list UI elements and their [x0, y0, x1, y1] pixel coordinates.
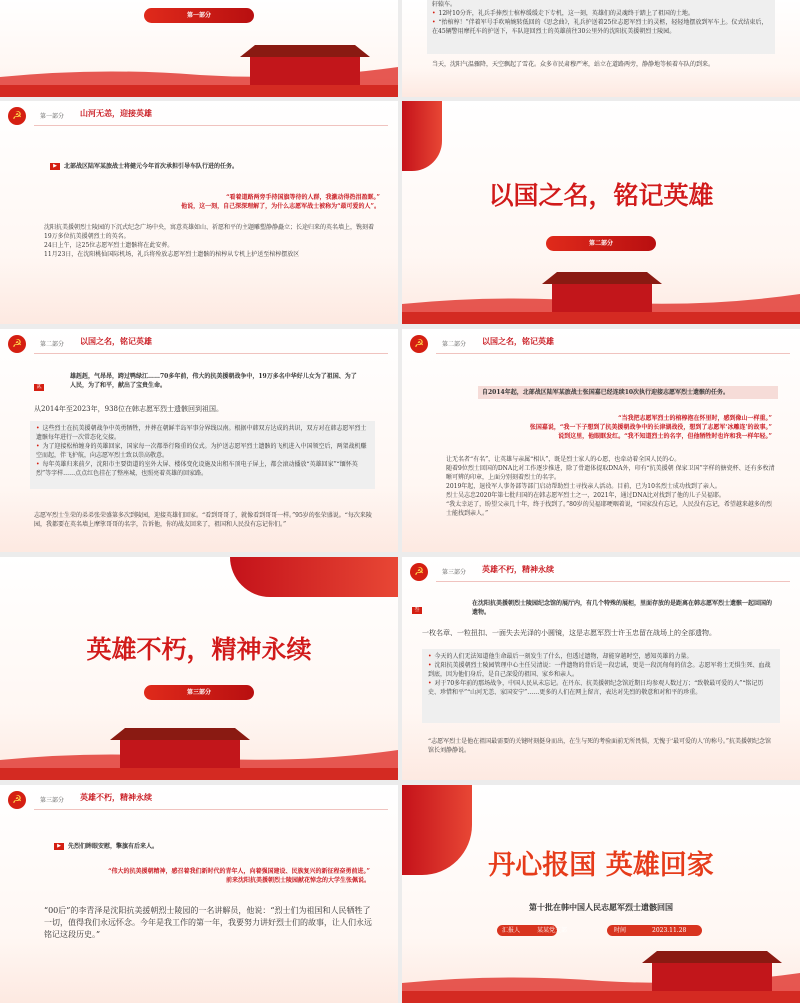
paragraph: 沈阳抗美援朝烈士陵园的下沉式纪念广场中央，寓意英雄如山、祈愿和平的主题雕塑静静矗立；长途归来的英名墙上，镌刻着19万多位抗美援朝烈士的英名。 24日上午，这25位志愿军烈士遗骸将在此安葬。 11月23日，在沈阳桃仙国际机场，礼兵将殓放志愿军烈士遗骸的棺椁从专机上护送至棺椁摆放区	[44, 224, 375, 258]
stat-line: 从2014年至2023年，938位在韩志愿军烈士遗骸回到祖国。	[34, 405, 223, 413]
arrow-badge-icon: ▶	[50, 163, 60, 170]
slide-title: 以国之名，铭记英雄	[80, 336, 152, 346]
party-emblem-icon: ☭	[410, 563, 428, 581]
divider	[436, 581, 790, 582]
lead-text: 在沈阳抗美援朝烈士陵园纪念馆的展厅内，有几个特殊的展柜，里面存放的是距离在韩志愿军烈士遗骸一起回国的遗物。	[472, 600, 773, 616]
cover-title: 英雄不朽，精神永续	[86, 635, 312, 664]
slide-part1-cover-bottom[interactable]	[0, 0, 398, 97]
divider	[34, 809, 388, 810]
cover-title: 丹心报国 英雄回家	[488, 850, 714, 881]
slide-closing-cover[interactable]	[402, 785, 800, 1003]
divider	[34, 353, 388, 354]
divider	[436, 353, 790, 354]
tiananmen-skyline-image	[0, 37, 398, 97]
red-flag-decoration	[402, 101, 442, 171]
part-pill: 第一部分	[144, 8, 254, 23]
slide-header	[402, 329, 800, 359]
reporter-value: 某某党支部	[537, 927, 568, 934]
part-pill: 第三部分	[144, 685, 254, 700]
red-flag-decoration	[230, 557, 398, 597]
lead-text: 先烈们眸眼安慰，擎旗有后来人。	[68, 843, 159, 850]
part-label: 第三部分	[40, 797, 65, 804]
slide-part3-spirit-b[interactable]	[0, 785, 398, 1003]
stat-line: 一枚名章、一粒扭扣、一面失去光泽的小圆镜，这是志愿军烈士许玉忠留在战场上的全部遗物。	[422, 629, 716, 637]
slide-title: 英雄不朽，精神永续	[80, 792, 152, 802]
slide-part2-cover[interactable]	[402, 101, 800, 324]
slide-text-continuation[interactable]	[402, 0, 800, 97]
section-badge: 贰	[34, 384, 44, 391]
cover-subtitle: 第十批在韩中国人民志愿军烈士遗骸回国	[529, 902, 673, 912]
slide-header	[0, 329, 398, 359]
bullet-list: • 这些烈士在抗美援朝战争中英勇牺牲，并葬在朝鲜半岛军事分界线以南。根据中韩双方达成的共识，双方对在韩志愿军烈士遗骸每年进行一次常态化交接。 • 为了迎接松柏缠身的英雄回家，国家每一次都举行隆重的仪式。为护送志愿军烈士遗骸的飞机进入中国领空后，两架战机赚空而起，伴飞护航，向志愿军烈士致以崇高敬意。 • 每年英雄归来前夕，沈阳市主要街道的室外大屏、楼体变化设施及出租车顶电子屏上，都会滚动播放“英雄回家”“缅怀英烈”等字样……点点红色挂在了整座城，也照亮着英雄的回家路。	[36, 424, 370, 478]
lead-text: 自2014年起，北部战区陆军某旅战士张国嘉已经连续10次执行迎接志愿军烈士遗骸的任务。	[482, 389, 730, 396]
cover-title: 以国之名，铭记英雄	[488, 181, 714, 210]
slide-part3-spirit-a[interactable]	[402, 557, 800, 780]
paragraph: 志愿军烈士生荣的弟弟张荣盛第多次到陵园，迎接英雄们回家。“看到哥哥了，就像看到哥哥一样。”95岁的张荣盛说。“每次来陵园，我都要在英名墙上摩挲哥哥的名字，告诉他，你的战友回来了，祖国和人民没有忘记你们。”	[34, 512, 372, 528]
time-label: 时间	[614, 927, 627, 934]
time-value: 2023.11.28	[652, 927, 687, 934]
quote: “当我把志愿军烈士的棺椁抱在怀里时，感到像山一样重。” 张国嘉说，“我一下子想到了抗美援朝战争中的长津湖战役，想到了志愿军‘冰雕连’的故事。” 说到这里，他眼眶发红。“我不知道烈士的名字，但他牺牲时也许和我一样年轻。”	[529, 415, 772, 440]
party-emblem-icon: ☭	[410, 335, 428, 353]
tiananmen-skyline-image	[402, 943, 800, 1003]
quote: “看着道路两旁手持国旗等待的人群，我激动得热泪盈眶。” 他说，这一刻，自己深深理解了，为什么志愿军战士被称为“最可爱的人”。	[181, 194, 380, 210]
lead-text: 雄赳赳，气昂昂，跨过鸭绿江……70多年前，伟大的抗美援朝战争中，19万多名中华好儿女为了祖国、为了人民，为了和平，献出了宝贵生命。	[70, 373, 357, 389]
part-label: 第一部分	[40, 113, 65, 120]
paragraph: “00后”的李青泽是沈阳抗美援朝烈士陵园的一名讲解员，他说：“烈士们为祖国和人民牺牲了一切，值得我们永远怀念。今年是我工作的第一年，我要努力讲好烈士们的故事，让人们永远铭记这段历史。”	[44, 906, 372, 939]
lead-text: 北部战区陆军某旅战士将健元今年首次承担引导车队行进的任务。	[64, 163, 239, 170]
paragraph: 轩辕车。 • 12时10分许，礼兵手捧烈士棺椁缓缓走下专机，这一刻，英雄们的灵魂终于踏上了祖国的土地。 • “抬棺椁！”伴着军号手吹响婉转低回的《思念曲》，礼兵护送着25位志愿军烈士的灵柩，轻轻地摆放到军车上。仪式结束后，在45辆警用摩托车的护送下，车队迎回烈士的英雄前往30公里外的沈阳抗美援朝烈士陵园。	[432, 0, 770, 36]
tiananmen-skyline-image	[402, 264, 800, 324]
slide-header	[0, 785, 398, 815]
party-emblem-icon: ☭	[8, 791, 26, 809]
divider	[34, 125, 388, 126]
paragraph: “志愿军烈士是他在祖国最需要的关键时刻挺身而出，在生与死的考验面前无所畏惧，无愧于‘最可爱的人’的称号。”抗美援朝纪念馆馆长刘静静说。	[428, 738, 771, 754]
slide-title: 英雄不朽，精神永续	[482, 564, 554, 574]
party-emblem-icon: ☭	[8, 107, 26, 125]
slide-part3-cover[interactable]	[0, 557, 398, 780]
slide-title: 山河无恙，迎接英雄	[80, 108, 152, 118]
tiananmen-skyline-image	[0, 720, 398, 780]
slide-part1-welcome-heroes[interactable]	[0, 101, 398, 324]
reporter-label: 汇报人	[502, 927, 521, 934]
bullet-list: • 今天的人们无法知道他生命最后一刻发生了什么，但透过遗物，却能穿越时空，感知英雄的力量。 • 沈阳抗美援朝烈士陵园管理中心主任吴清说：一件遗物的背后是一段忠诚，更是一段沉甸甸的信念。志愿军将士无惧生死、血战到底，因为他们身后，是自己深爱的祖国、家乡和亲人。 • 对于70多年前的那场战争，中国人民从未忘记。在丹东、抗美援朝纪念馆近期日均参观人数过万；“致敬最可爱的人”“铭记历史、珍惜和平”“山河无恙、家国安宁”……更多的人们在网上留言，表达对先烈的敬意和对和平的珍重。	[428, 652, 774, 697]
slide-part2-remember-heroes-b[interactable]	[402, 329, 800, 552]
part-label: 第二部分	[442, 341, 467, 348]
paragraph: 当天，沈阳气温骤降，天空飘起了雪花。众多市民肃穆严寒，站立在道路两旁，静静地等候着车队的到来。	[432, 61, 715, 68]
part-label: 第三部分	[442, 569, 467, 576]
slide-header	[0, 101, 398, 131]
part-label: 第二部分	[40, 341, 65, 348]
paragraph: 让无名者“有名”，让英雄与亲属“相认”，既是烈士家人的心愿，也牵动着全国人民的心。 随着9位烈士回国的DNA比对工作逐步推进，除了骨遗体提取DNA外，印有“抗美援朝 保家卫国”字样的搪瓷杯、还有多枚清晰可辨的印章，上面分别刻着烈士的名字。 2019年起，退役军人事务部等部门启动帮助烈士寻找亲人活动。目前，已为10名烈士成功找到了亲人。 烈士吴志忠2020年第七批归国的在韩志愿军烈士之一，2021年，通过DNA比对找到了他的儿子吴福耶。 “我太幸运了，盼望父亲几十年，终于找到了。”80岁的吴福耶哽咽着说，“国家没有忘记，人民没有忘记，希望越来越多的烈士能找到亲人。”	[446, 456, 775, 517]
arrow-badge-icon: ▶	[54, 843, 64, 850]
slide-header	[402, 557, 800, 587]
part-pill: 第二部分	[546, 236, 656, 251]
slide-part2-remember-heroes-a[interactable]	[0, 329, 398, 552]
party-emblem-icon: ☭	[8, 335, 26, 353]
quote: “伟大的抗美援朝精神，感召着我们新时代的青年人，向着强国建设、民族复兴的新征程奋勇前进。” 前来沈阳抗美援朝烈士陵园献花悼念的大学生张佩说。	[108, 868, 370, 884]
slide-title: 以国之名，铭记英雄	[482, 336, 554, 346]
section-badge: 叁	[412, 607, 422, 614]
